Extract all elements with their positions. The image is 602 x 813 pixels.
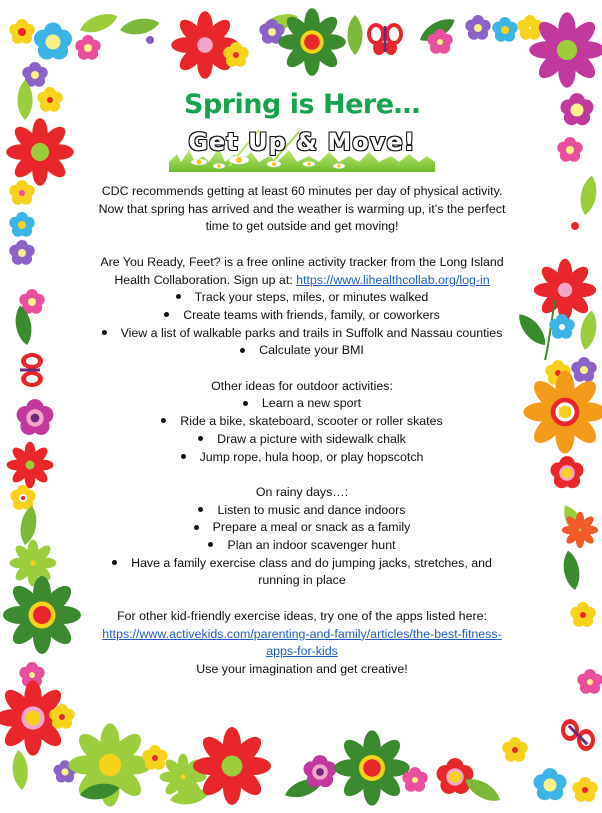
list-item: Ride a bike, skateboard, scooter or roller skates — [82, 413, 522, 431]
apps-line: For other kid-friendly exercise ideas, try one of the apps listed here: — [117, 608, 487, 623]
list-item: Jump rope, hula hoop, or play hopscotch — [82, 449, 522, 467]
outdoor-section — [82, 378, 522, 467]
bullet-icon — [164, 312, 169, 317]
butterfly-icon — [20, 353, 43, 387]
list-item: Calculate your BMI — [82, 342, 522, 360]
closing-line: Use your imagination and get creative! — [196, 661, 408, 676]
bottom-border — [11, 704, 598, 807]
tracker-line: Are You Ready, Feet? is a free online activity tracker from the Long Island — [100, 254, 504, 269]
bullet-icon — [194, 525, 199, 530]
intro-line: CDC recommends getting at least 60 minutes per day of physical activity. — [101, 184, 503, 198]
right-border — [514, 137, 602, 751]
bullet-icon — [176, 294, 181, 299]
list-item: Create teams with friends, family, or coworkers — [82, 307, 522, 325]
butterfly-icon — [367, 23, 403, 55]
rainy-section — [82, 484, 522, 590]
list-item: View a list of walkable parks and trails in Suffolk and Nassau counties — [82, 325, 522, 343]
intro-line: time to get outside and get moving! — [205, 219, 399, 234]
section-heading: Other ideas for outdoor activities: — [211, 378, 393, 393]
bullet-icon — [240, 348, 245, 353]
bullet-icon — [181, 454, 186, 459]
section-heading: On rainy days…: — [255, 484, 349, 499]
activekids-link-wrap — [82, 626, 522, 661]
activekids-link-cont[interactable]: apps-for-kids — [266, 644, 338, 659]
bullet-icon — [208, 542, 213, 547]
list-item: Draw a picture with sidewalk chalk — [82, 431, 522, 449]
list-item: Track your steps, miles, or minutes walked — [82, 289, 522, 307]
list-item: Prepare a meal or snack as a family — [82, 519, 522, 537]
get-up-banner — [169, 126, 435, 172]
butterfly-icon — [561, 719, 595, 751]
bullet-icon — [243, 401, 248, 406]
list-item: Listen to music and dance indoors — [82, 502, 522, 520]
intro-paragraph — [82, 183, 522, 236]
list-item: Learn a new sport — [82, 395, 522, 413]
tracker-section — [82, 254, 522, 360]
flyer-content — [82, 80, 522, 679]
list-item: Have a family exercise class and do jumping jacks, stretches, and running in place — [82, 555, 522, 590]
list-item-continuation: running in place — [258, 573, 346, 588]
tracker-list — [82, 289, 522, 360]
apps-section — [82, 608, 522, 679]
intro-line: Now that spring has arrived and the weather is warming up, it’s the perfect — [98, 201, 506, 216]
tracker-line — [82, 272, 522, 290]
left-border — [0, 62, 81, 756]
bullet-icon — [198, 436, 203, 441]
bullet-icon — [102, 330, 107, 335]
rainy-list — [82, 502, 522, 591]
outdoor-list — [82, 395, 522, 466]
page-title: Spring is Here… — [183, 89, 421, 120]
signup-label: Health Collaboration. Sign up at: — [114, 272, 297, 287]
activekids-link[interactable]: https://www.activekids.com/parenting-and-family/articles/the-best-fitness- — [102, 626, 502, 641]
bullet-icon — [198, 507, 203, 512]
bullet-icon — [112, 560, 117, 565]
bullet-icon — [161, 418, 166, 423]
banner-text: Get Up & Move! — [188, 128, 416, 156]
list-item: Plan an indoor scavenger hunt — [82, 537, 522, 555]
lihealthcollab-link[interactable]: https://www.lihealthcollab.org/log-in — [296, 272, 490, 287]
